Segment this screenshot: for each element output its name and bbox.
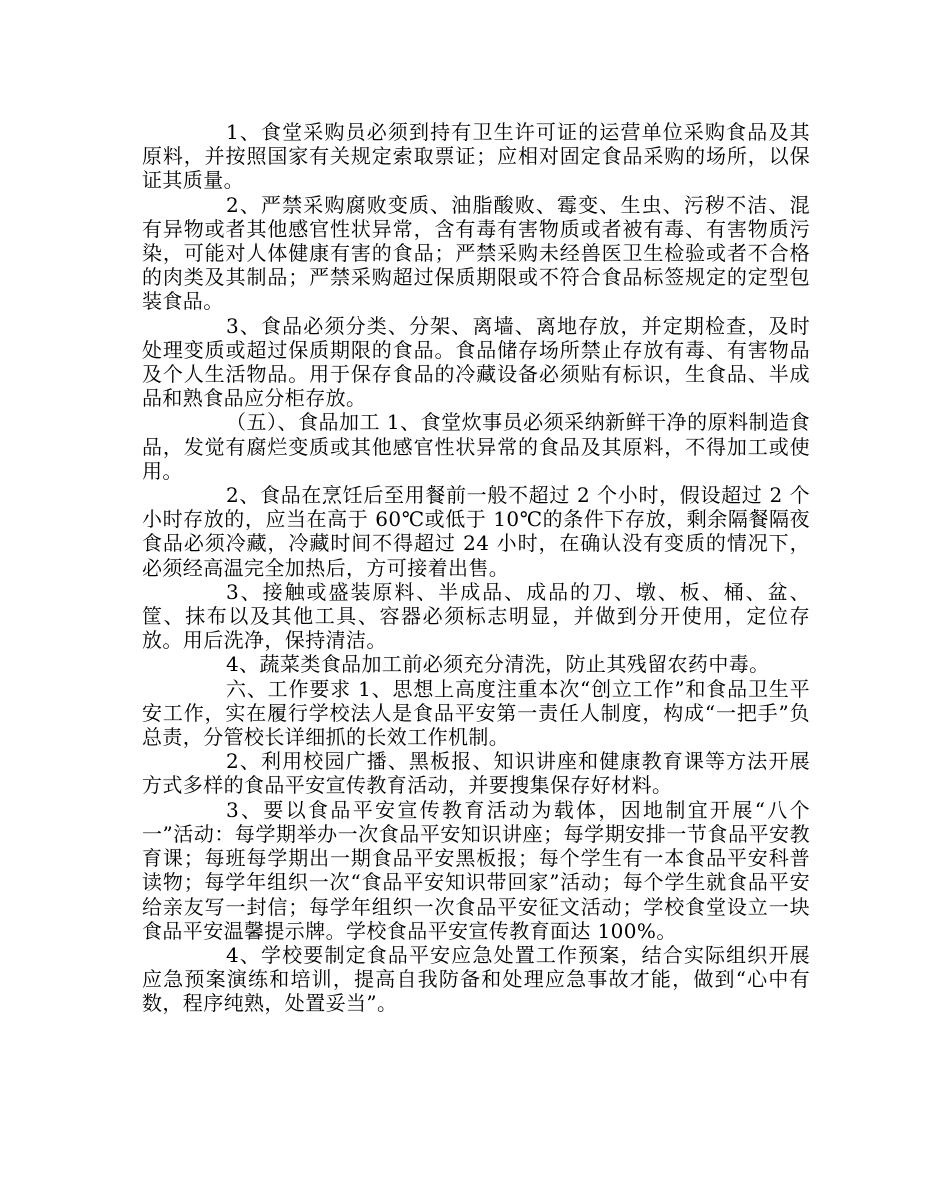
paragraph-food-processing: （五）、食品加工 1、食堂炊事员必须采纳新鲜干净的原料制造食品，发觉有腐烂变质或其他感官性状异常的食品及其原料，不得加工或使用。	[142, 410, 810, 483]
document-body	[142, 120, 810, 1016]
paragraph-eight-ones: 3、要以食品平安宣传教育活动为载体，因地制宜开展“八个一”活动：每学期举办一次食品平安知识讲座；每学期安排一节食品平安教育课；每班每学期出一期食品平安黑板报；每个学生有一本食品平安科普读物；每学年组织一次“食品平安知识带回家”活动；每个学生就食品平安给亲友写一封信；每学年组织一次食品平安征文活动；学校食堂设立一块食品平安温馨提示牌。学校食品平安宣传教育面达 100%。	[142, 797, 810, 943]
paragraph-publicity: 2、利用校园广播、黑板报、知识讲座和健康教育课等方法开展方式多样的食品平安宣传教育活动，并要搜集保存好材料。	[142, 749, 810, 798]
paragraph-cooked-food-storage: 2、食品在烹饪后至用餐前一般不超过 2 个小时，假设超过 2 个小时存放的，应当在高于 60℃或低于 10℃的条件下存放，剩余隔餐隔夜食品必须冷藏，冷藏时间不得超过 24 小时，在确认没有变质的情况下，必须经高温完全加热后，方可接着出售。	[142, 483, 810, 580]
paragraph-vegetable-washing: 4、蔬菜类食品加工前必须充分清洗，防止其残留农药中毒。	[226, 652, 770, 677]
paragraph-procurement-prohibitions: 2、严禁采购腐败变质、油脂酸败、霉变、生虫、污秽不洁、混有异物或者其他感官性状异常，含有毒有害物质或者被有毒、有害物质污染，可能对人体健康有害的食品；严禁采购未经兽医卫生检验或者不合格的肉类及其制品；严禁采购超过保质期限或不符合食品标签规定的定型包装食品。	[142, 192, 810, 314]
paragraph-food-storage: 3、食品必须分类、分架、离墙、离地存放，并定期检查，及时处理变质或超过保质期限的食品。食品储存场所禁止存放有毒、有害物品及个人生活物品。用于保存食品的冷藏设备必须贴有标识，生食品、半成品和熟食品应分柜存放。	[142, 313, 810, 411]
paragraph-work-requirements: 六、工作要求 1、思想上高度注重本次“创立工作”和食品卫生平安工作，实在履行学校法人是食品平安第一责任人制度，构成“一把手”负总责，分管校长详细抓的长效工作机制。	[142, 676, 810, 750]
paragraph-procurement-license: 1、食堂采购员必须到持有卫生许可证的运营单位采购食品及其原料，并按照国家有关规定索取票证；应相对固定食品采购的场所，以保证其质量。	[142, 120, 810, 193]
paragraph-utensils: 3、接触或盛装原料、半成品、成品的刀、墩、板、桶、盆、筐、抹布以及其他工具、容器必须标志明显，并做到分开使用，定位存放。用后洗净，保持清洁。	[142, 579, 810, 653]
paragraph-emergency-plan: 4、学校要制定食品平安应急处置工作预案，结合实际组织开展应急预案演练和培训，提高自我防备和处理应急事故才能，做到“心中有数，程序纯熟，处置妥当”。	[142, 942, 810, 1016]
